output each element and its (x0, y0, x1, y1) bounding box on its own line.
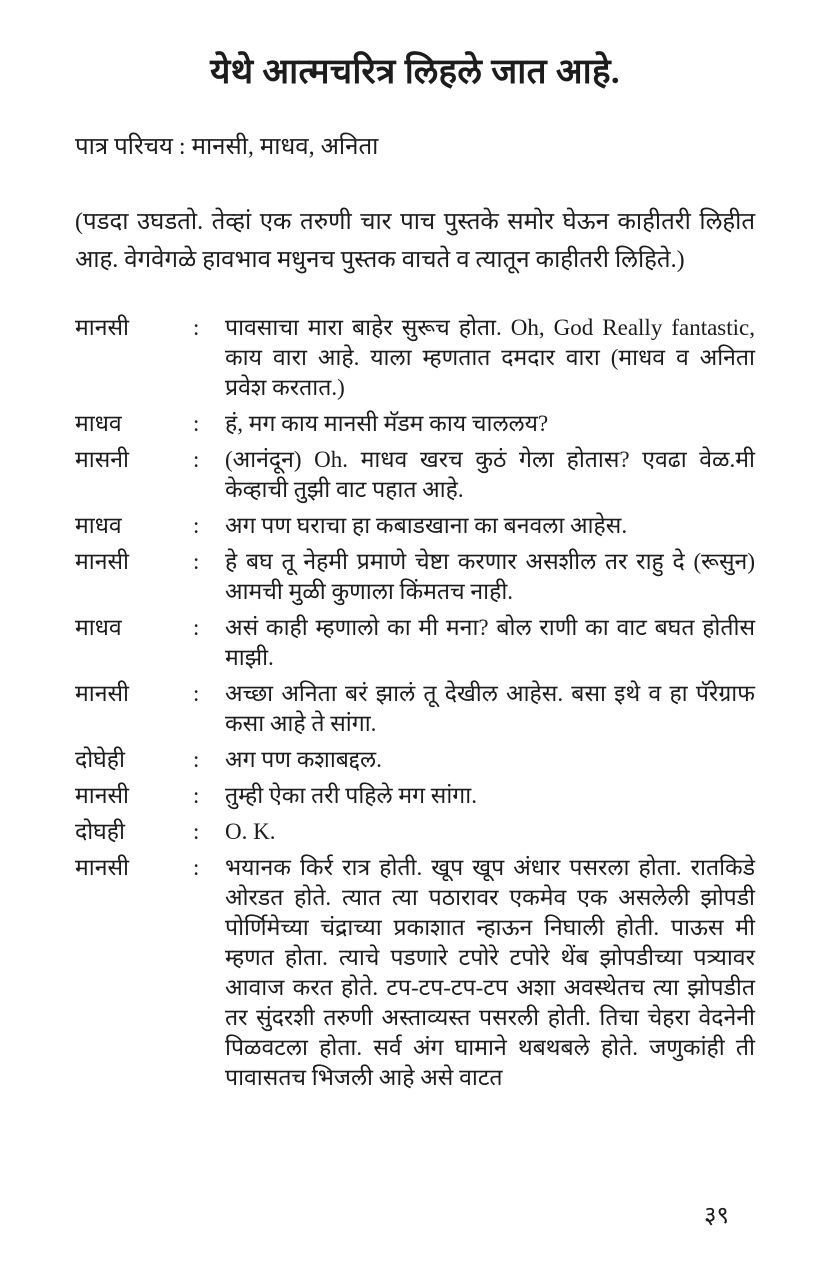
speaker-name: दोघेही (75, 746, 125, 772)
dialogue-text: तुम्ही ऐका तरी पहिले मग सांगा. (225, 782, 477, 808)
speaker-name: माधव (75, 614, 122, 640)
speaker-name: मानसी (75, 680, 129, 706)
speaker-name: मानसी (75, 782, 129, 808)
colon-separator: : (193, 512, 200, 538)
dialogue-text: पावसाचा मारा बाहेर सुरूच होता. Oh, God Really fantastic, काय वारा आहे. याला म्हणतात दमदार वारा (माधव व अनिता प्रवेश करतात.) (225, 314, 755, 400)
dialogue-row (75, 511, 755, 541)
stage-direction: (पडदा उघडतो. तेव्हां एक तरुणी चार पाच पुस्तके समोर घेऊन काहीतरी लिहीत आह. वेगवेगळे हावभाव मधुनच पुस्तक वाचते व त्यातून काहीतरी लिहिते.) (75, 208, 755, 273)
speaker-name: माधव (75, 410, 122, 436)
speaker-name: मानसी (75, 548, 129, 574)
colon-separator: : (193, 818, 200, 844)
dialogue-list (75, 313, 755, 1093)
dialogue-row (75, 613, 755, 673)
dialogue-text: अच्छा अनिता बरं झालं तू देखील आहेस. बसा इथे व हा पॅरेग्राफ कसा आहे ते सांगा. (225, 680, 755, 736)
cast-line: पात्र परिचय : मानसी, माधव, अनिता (75, 133, 379, 160)
colon-separator: : (193, 782, 200, 808)
dialogue-text: हं, मग काय मानसी मॅडम काय चाललय? (225, 410, 549, 436)
colon-separator: : (193, 680, 200, 706)
colon-separator: : (193, 314, 200, 340)
colon-separator: : (193, 446, 200, 472)
colon-separator: : (193, 746, 200, 772)
dialogue-text: O. K. (225, 818, 276, 844)
dialogue-row (75, 781, 755, 811)
dialogue-row (75, 547, 755, 607)
dialogue-text: (आनंदून) Oh. माधव खरच कुठं गेला होतास? एवढा वेळ.मी केव्हाची तुझी वाट पहात आहे. (225, 446, 755, 502)
dialogue-row (75, 817, 755, 847)
colon-separator: : (193, 548, 200, 574)
dialogue-text: भयानक किर्र रात्र होती. खूप खूप अंधार पसरला होता. रातकिडे ओरडत होते. त्यात त्या पठारावर एकमेव एक असलेली झोपडी पोर्णिमेच्या चंद्राच्या प्रकाशात न्हाऊन निघाली होती. पाऊस मी म्हणत होता. त्याचे पडणारे टपोरे टपोरे थेंब झोपडीच्या पत्र्यावर आवाज करत होते. टप-टप-टप-टप अशा अवस्थेतच त्या झोपडीत तर सुंदरशी तरुणी अस्ताव्यस्त पसरली होती. तिचा चेहरा वेदनेनी पिळवटला होता. सर्व अंग घामाने थबथबले होते. जणुकांही ती पावासतच भिजली आहे असे वाटत (225, 854, 755, 1090)
colon-separator: : (193, 410, 200, 436)
speaker-name: माधव (75, 512, 122, 538)
dialogue-row (75, 853, 755, 1093)
dialogue-row (75, 313, 755, 403)
dialogue-text: अग पण कशाबद्दल. (225, 746, 382, 772)
dialogue-row (75, 679, 755, 739)
dialogue-text: असं काही म्हणालो का मी मना? बोल राणी का वाट बघत होतीस माझी. (225, 614, 755, 670)
speaker-name: मानसी (75, 314, 129, 340)
colon-separator: : (193, 614, 200, 640)
dialogue-row (75, 745, 755, 775)
dialogue-row (75, 445, 755, 505)
page-number: ३९ (704, 1203, 729, 1229)
speaker-name: मासनी (75, 446, 129, 472)
dialogue-text: हे बघ तू नेहमी प्रमाणे चेष्टा करणार असशील तर राहु दे (रूसुन) आमची मुळी कुणाला किंमतच नाही. (225, 548, 755, 604)
colon-separator: : (193, 854, 200, 880)
dialogue-text: अग पण घराचा हा कबाडखाना का बनवला आहेस. (225, 512, 628, 538)
speaker-name: दोघही (75, 818, 125, 844)
page-title: येथे आत्मचरित्र लिहले जात आहे. (210, 52, 620, 91)
dialogue-row (75, 409, 755, 439)
speaker-name: मानसी (75, 854, 129, 880)
